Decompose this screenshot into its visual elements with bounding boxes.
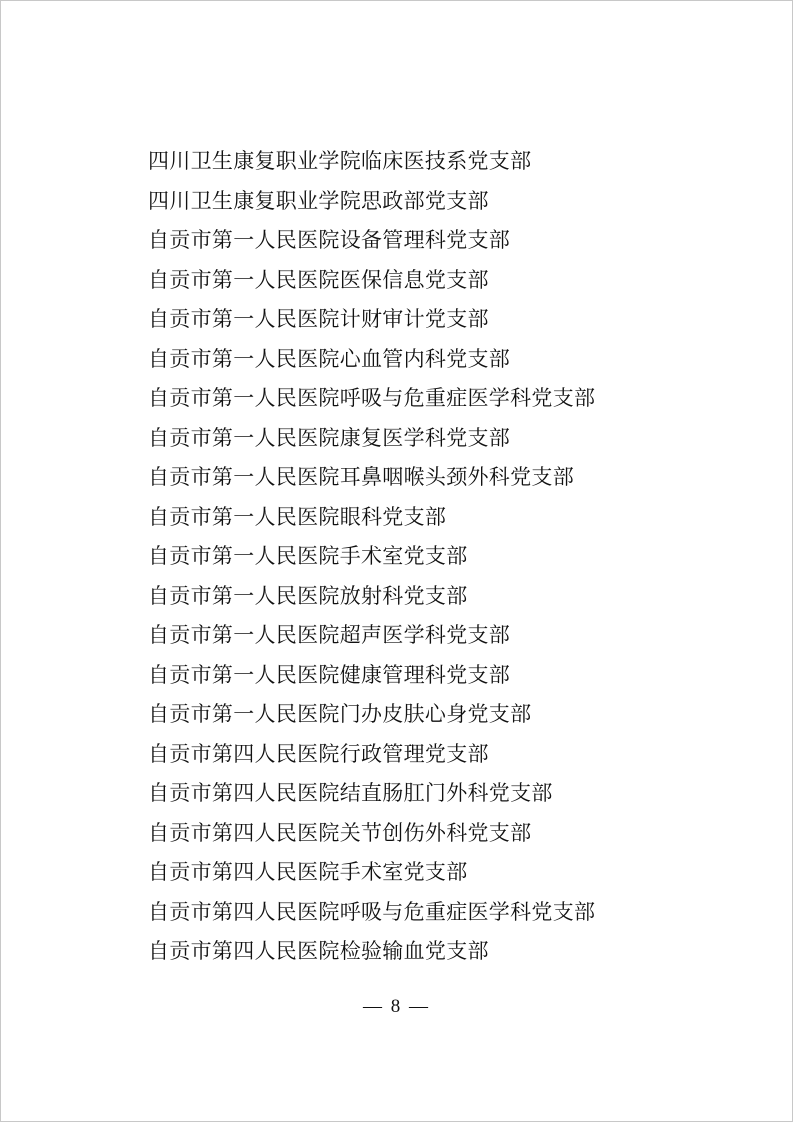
paragraph: 自贡市第四人民医院关节创伤外科党支部: [148, 820, 532, 845]
paragraph: 自贡市第一人民医院超声医学科党支部: [148, 623, 511, 647]
paragraph: 自贡市第一人民医院心血管内科党支部: [148, 346, 511, 371]
page-number: — 8 —: [363, 996, 430, 1017]
paragraph: 自贡市第一人民医院手术室党支部: [148, 544, 468, 568]
paragraph: 自贡市第四人民医院呼吸与危重症医学科党支部: [148, 899, 596, 924]
paragraph: 自贡市第四人民医院检验输血党支部: [148, 939, 489, 963]
paragraph: 自贡市第一人民医院耳鼻咽喉头颈外科党支部: [148, 465, 574, 489]
paragraph: 自贡市第一人民医院健康管理科党支部: [148, 662, 511, 687]
paragraph: 四川卫生康复职业学院临床医技系党支部: [148, 149, 532, 173]
paragraph: 自贡市第四人民医院结直肠肛门外科党支部: [148, 781, 553, 805]
paragraph: 自贡市第一人民医院放射科党支部: [148, 583, 468, 608]
paragraph: 自贡市第一人民医院门办皮肤心身党支部: [148, 702, 532, 726]
paragraph: 自贡市第一人民医院呼吸与危重症医学科党支部: [148, 386, 596, 410]
paragraph: 自贡市第一人民医院康复医学科党支部: [148, 425, 511, 450]
paragraph: 自贡市第四人民医院行政管理党支部: [148, 741, 489, 766]
paragraph: 自贡市第四人民医院手术室党支部: [148, 860, 468, 884]
paragraph: 自贡市第一人民医院计财审计党支部: [148, 307, 489, 331]
paragraph: 自贡市第一人民医院眼科党支部: [148, 504, 447, 529]
document-body: [148, 142, 648, 972]
paragraph: 自贡市第一人民医院设备管理科党支部: [148, 228, 511, 252]
paragraph: 自贡市第一人民医院医保信息党支部: [148, 267, 489, 292]
page-footer: [0, 996, 793, 1018]
paragraph: 四川卫生康复职业学院思政部党支部: [148, 188, 489, 213]
